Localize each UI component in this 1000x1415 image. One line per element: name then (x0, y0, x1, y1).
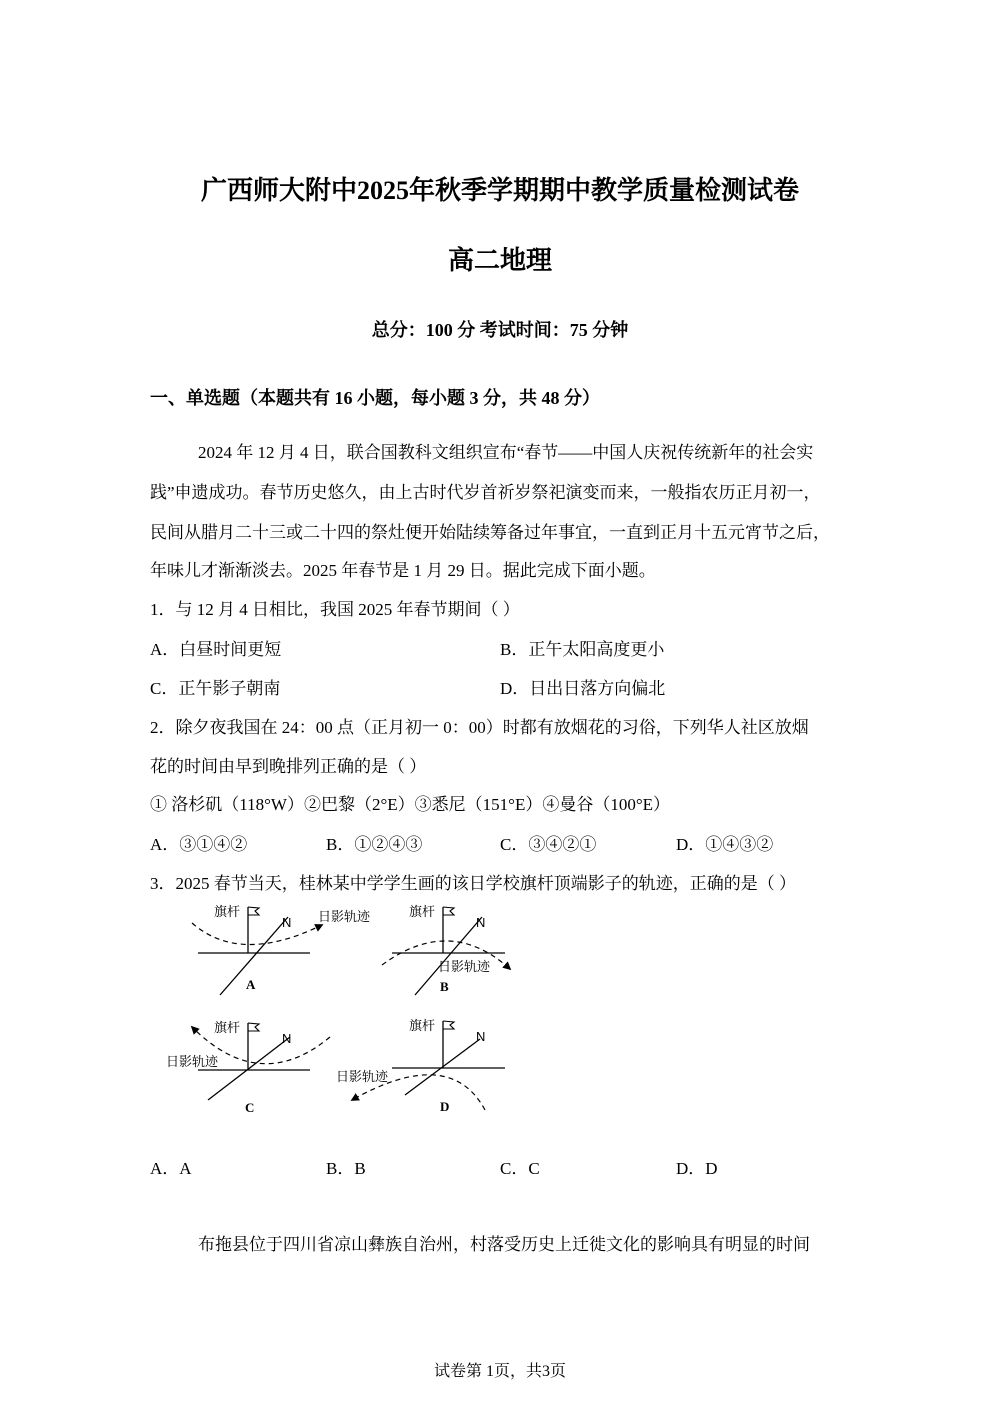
page-footer: 试卷第 1页，共3页 (433, 1363, 566, 1380)
passage-line: 布拖县位于四川省凉山彝族自治州，村落受历史上迁徙文化的影响具有明显的时间 (198, 1235, 810, 1254)
question-stem: 2．除夕夜我国在 24：00 点（正月初一 0：00）时都有放烟花的习俗，下列华人社区放烟 (150, 718, 809, 737)
option-b[interactable]: B．正午太阳高度更小 (500, 640, 665, 659)
track-label: 日影轨迹 (438, 959, 491, 974)
track-label: 日影轨迹 (318, 909, 371, 924)
north-label: N (476, 1029, 486, 1044)
option-a[interactable]: A．③①④② (150, 835, 248, 854)
subject-title: 高二地理 (447, 246, 552, 275)
pole-label: 旗杆 (214, 1020, 241, 1035)
option-d[interactable]: D．①④③② (676, 835, 774, 854)
option-a[interactable]: A．白昼时间更短 (150, 640, 282, 659)
section-heading: 一、单选题（本题共有 16 小题，每小题 3 分，共 48 分） (150, 388, 600, 408)
track-label: 日影轨迹 (166, 1054, 219, 1069)
panel-label: B (440, 979, 449, 994)
north-label: N (476, 915, 486, 930)
option-d[interactable]: D．日出日落方向偏北 (500, 679, 666, 698)
north-label: N (282, 915, 292, 930)
pole-label: 旗杆 (409, 904, 436, 919)
option-c[interactable]: C．③④②① (500, 835, 597, 854)
track-label: 日影轨迹 (336, 1069, 389, 1084)
option-b[interactable]: B．B (326, 1159, 366, 1178)
north-label: N (282, 1031, 292, 1046)
panel-c (166, 1020, 330, 1115)
question-items: ① 洛杉矶（118°W）②巴黎（2°E）③悉尼（151°E）④曼谷（100°E） (150, 795, 671, 814)
question-stem: 3．2025 春节当天，桂林某中学学生画的该日学校旗杆顶端影子的轨迹，正确的是（ ） (150, 874, 796, 893)
panel-label: C (245, 1100, 255, 1115)
panel-label: D (440, 1099, 450, 1114)
option-a[interactable]: A．A (150, 1159, 192, 1178)
option-d[interactable]: D．D (676, 1159, 718, 1178)
option-c[interactable]: C．C (500, 1159, 540, 1178)
panel-d (336, 1018, 505, 1114)
question-stem: 1．与 12 月 4 日相比，我国 2025 年春节期间（ ） (150, 600, 520, 619)
passage-line: 2024 年 12 月 4 日，联合国教科文组织宣布“春节——中国人庆祝传统新年的社会实 (198, 443, 814, 462)
pole-label: 旗杆 (409, 1018, 436, 1033)
question-stem: 花的时间由早到晚排列正确的是（ ） (150, 757, 427, 776)
passage-line: 民间从腊月二十三或二十四的祭灶便开始陆续筹备过年事宜，一直到正月十五元宵节之后， (150, 523, 830, 542)
option-c[interactable]: C．正午影子朝南 (150, 679, 281, 698)
exam-title: 广西师大附中2025年秋季学期期中教学质量检测试卷 (200, 176, 799, 205)
option-b[interactable]: B．①②④③ (326, 835, 423, 854)
passage-line: 践”申遗成功。春节历史悠久，由上古时代岁首祈岁祭祀演变而来，一般指农历正月初一， (150, 483, 821, 502)
pole-label: 旗杆 (214, 904, 241, 919)
panel-label: A (246, 977, 256, 992)
panel-b (382, 904, 510, 995)
passage-line: 年味儿才渐渐淡去。2025 年春节是 1 月 29 日。据此完成下面小题。 (150, 561, 656, 580)
shadow-track-figure (160, 895, 540, 1125)
panel-a (192, 904, 371, 995)
exam-meta: 总分：100 分 考试时间：75 分钟 (371, 320, 629, 340)
